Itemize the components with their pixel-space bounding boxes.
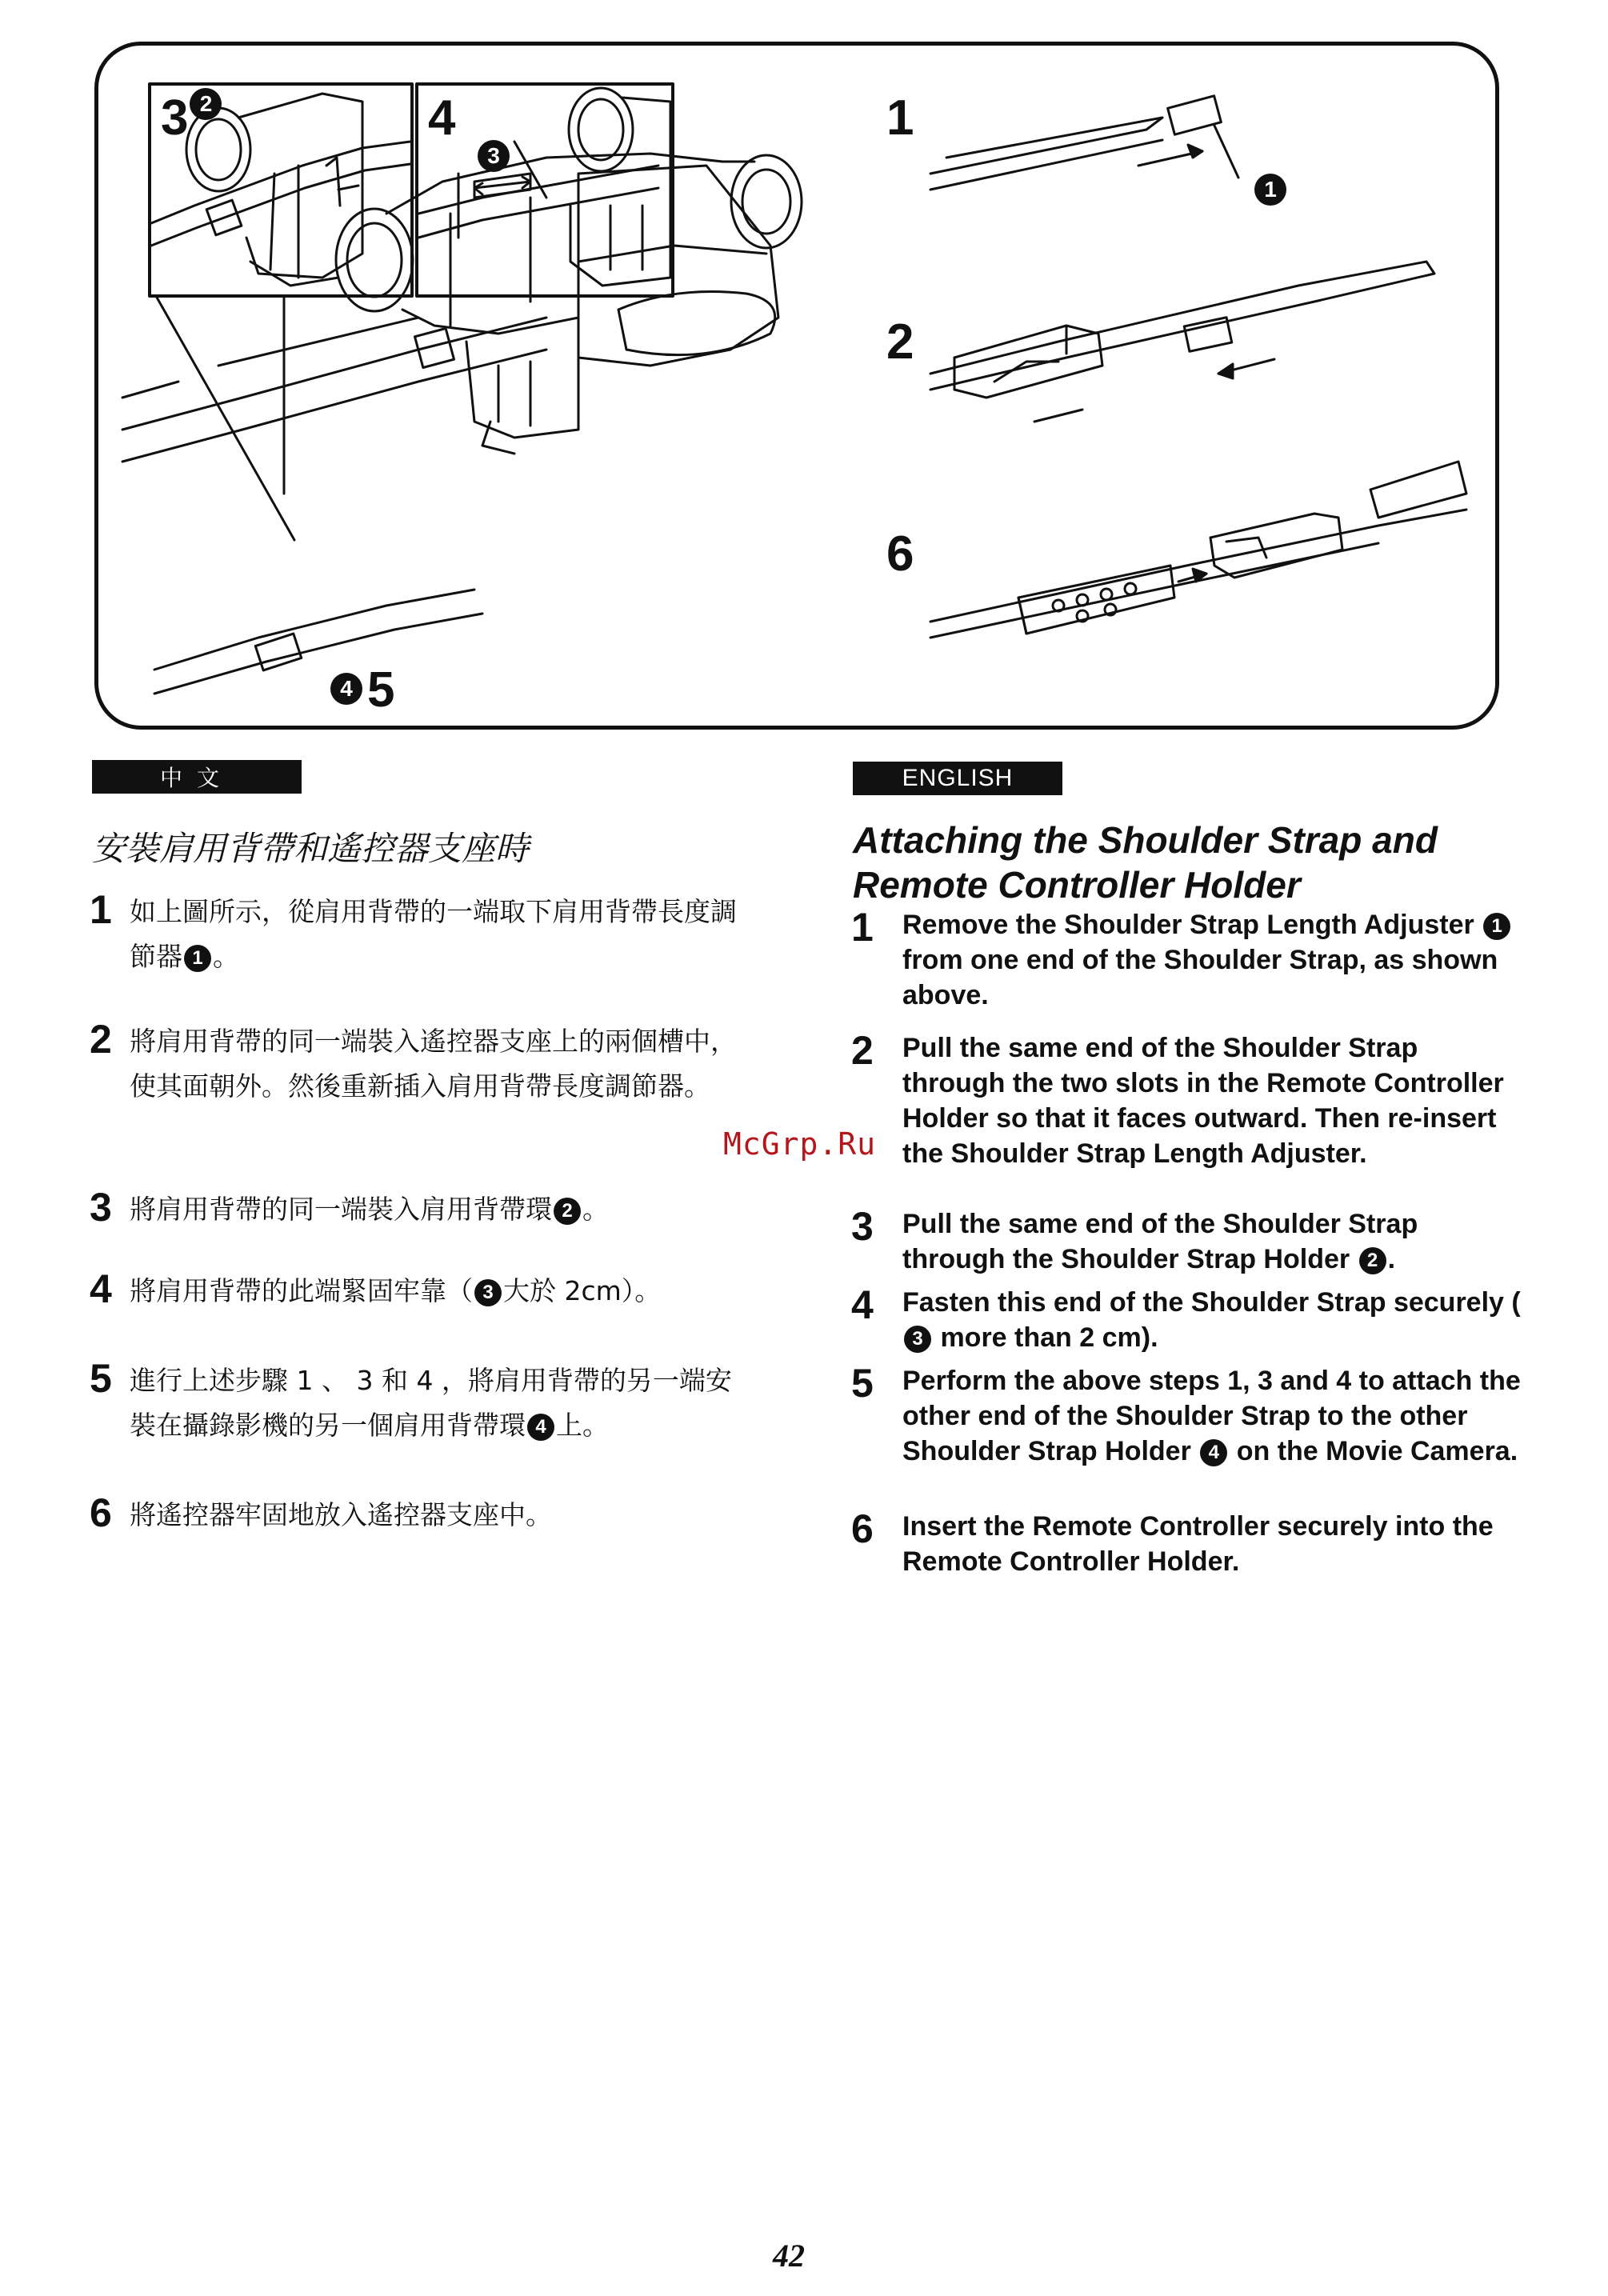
marker-4-icon: 4	[330, 673, 362, 705]
marker-1-icon: 1	[1483, 913, 1510, 940]
en-step-2	[851, 1030, 1526, 1171]
zh-step-5	[90, 1358, 754, 1448]
step-number: 1	[90, 887, 112, 932]
figure-label-3: 3 2	[161, 94, 222, 143]
step-text: Perform the above steps 1, 3 and 4 to attach the other end of the Shoulder Strap to the other Shoulder Strap Holder 4 on the Movie Camera.	[902, 1366, 1521, 1466]
en-step-6	[851, 1506, 1526, 1579]
step2-drawing	[930, 262, 1434, 422]
inset-step4-drawing	[418, 88, 670, 286]
step-text: 將肩用背帶的此端緊固牢靠（ 3 大於 2cm）。	[130, 1275, 662, 1306]
watermark-text: McGrp.Ru	[723, 1126, 877, 1162]
camera-drawing	[122, 154, 802, 694]
english-heading: Attaching the Shoulder Strap and Remote Controller Holder	[853, 819, 1438, 906]
strap-illustration	[98, 46, 1495, 726]
marker-2-icon: 2	[1359, 1247, 1386, 1274]
zh-step-3	[90, 1187, 754, 1232]
step-number: 6	[90, 1490, 112, 1535]
step-text: Remove the Shoulder Strap Length Adjuster 1 from one end of the Shoulder Strap, as shown above.	[902, 907, 1526, 1013]
step-text: 將肩用背帶的同一端裝入遙控器支座上的兩個槽中，使其面朝外。然後重新插入肩用背帶長度調節器。	[130, 1026, 737, 1102]
step-number: 2	[851, 1028, 874, 1073]
page-number: 42	[773, 2238, 805, 2274]
step-text: 將遙控器牢固地放入遙控器支座中。	[130, 1499, 552, 1530]
step6-drawing	[930, 462, 1466, 638]
marker-4-icon: 4	[1200, 1439, 1227, 1466]
marker-1-icon: 1	[184, 945, 211, 972]
figure-label-1: 1	[886, 90, 914, 146]
step-number: 1	[851, 905, 874, 950]
step-text: Pull the same end of the Shoulder Strap through the two slots in the Remote Controller Holder so that it faces outward. Then re-insert the Shoulder Strap Length Adjuster.	[902, 1033, 1504, 1169]
marker-4-icon: 4	[527, 1414, 554, 1441]
zh-step-2	[90, 1019, 754, 1109]
step-number: 5	[90, 1356, 112, 1401]
figure-label-2: 2	[886, 314, 914, 370]
step-text: Insert the Remote Controller securely into the Remote Controller Holder.	[902, 1511, 1494, 1577]
step-number: 2	[90, 1017, 112, 1062]
en-step-3	[851, 1206, 1526, 1277]
zh-step-6	[90, 1490, 754, 1538]
zh-step-1	[90, 887, 754, 979]
marker-2-icon: 2	[190, 88, 222, 120]
marker-3-icon: 3	[474, 1279, 502, 1306]
step-text: Pull the same end of the Shoulder Strap through the Shoulder Strap Holder 2 .	[902, 1209, 1418, 1274]
step-number: 4	[90, 1266, 112, 1311]
illustration-frame	[94, 42, 1499, 730]
figure-label-5: 4 5	[330, 666, 394, 715]
marker-3-icon: 3	[904, 1326, 931, 1353]
figure-label-4: 4	[428, 90, 456, 146]
figure-label-6: 6	[886, 526, 914, 582]
en-step-5	[851, 1363, 1526, 1469]
en-step-1	[851, 907, 1526, 1013]
step-text: 如上圖所示，從肩用背帶的一端取下肩用背帶長度調節器 1 。	[130, 896, 737, 972]
step-text: 進行上述步驟 1 、 3 和 4 ，將肩用背帶的另一端安裝在攝錄影機的另一個肩用背帶環 4 上。	[130, 1365, 732, 1441]
marker-1-icon: 1	[1254, 174, 1286, 206]
step-text: Fasten this end of the Shoulder Strap securely (3 more than 2 cm).	[902, 1287, 1521, 1353]
step-text: 將肩用背帶的同一端裝入肩用背帶環 2 。	[130, 1194, 609, 1225]
en-step-4	[851, 1282, 1526, 1355]
chinese-heading: 安裝肩用背帶和遙控器支座時	[92, 829, 530, 868]
step1-drawing	[930, 96, 1238, 190]
step-number: 5	[851, 1361, 874, 1406]
marker-2-icon: 2	[554, 1198, 581, 1225]
chinese-section-tab: 中文	[92, 760, 302, 794]
step-number: 4	[851, 1282, 874, 1327]
marker-3-icon: 3	[478, 140, 510, 172]
step-number: 3	[90, 1185, 112, 1230]
zh-step-4	[90, 1266, 754, 1314]
step-number: 3	[851, 1204, 874, 1249]
english-section-tab: ENGLISH	[853, 762, 1062, 795]
step-number: 6	[851, 1506, 874, 1551]
